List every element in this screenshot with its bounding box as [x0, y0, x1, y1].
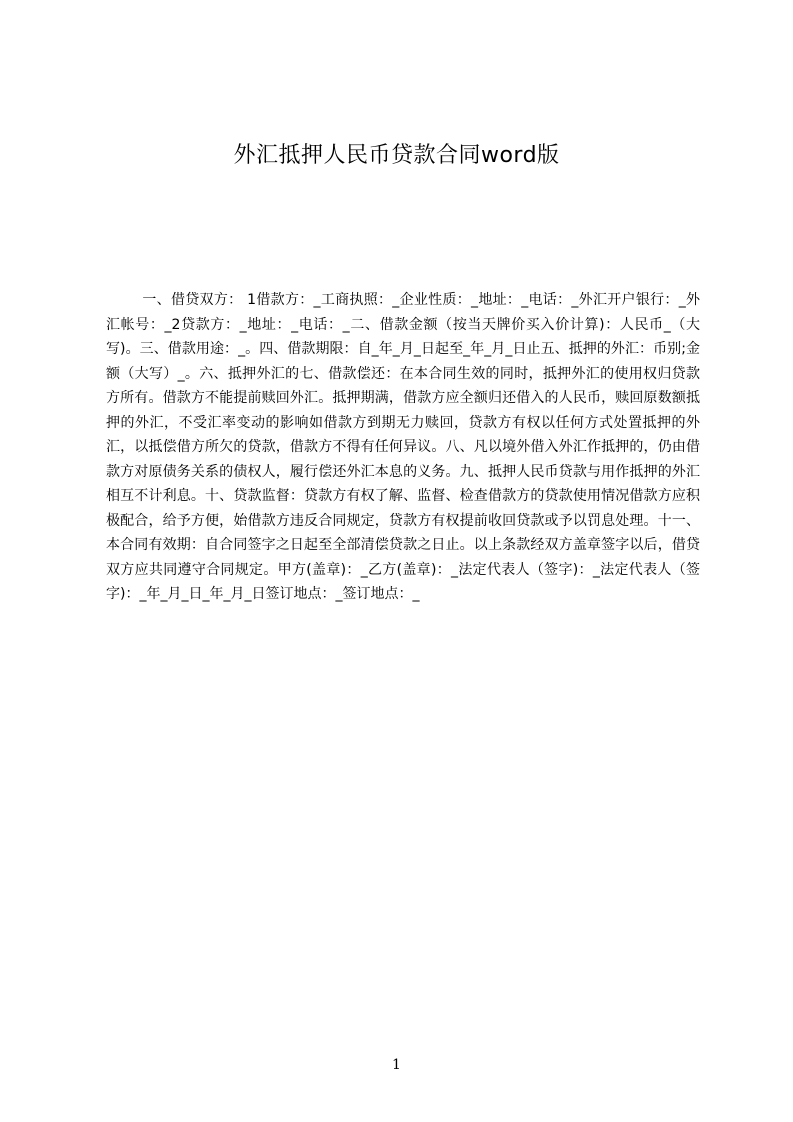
page-number: 1: [392, 1057, 401, 1073]
document-title: 外汇抵押人民币贷款合同word版: [233, 143, 560, 168]
contract-body-text: 一、借贷双方： 1借款方：_工商执照：_企业性质：_地址：_电话：_外汇开户银行：_外汇帐号：_2贷款方：_地址：_电话：_二、借款金额（按当天牌价买入价计算)：人民币_（大写)。三、借款用途：_。四、借款期限：自_年_月_日起至_年_月_日止五、抵押的外汇：币别;金额（大写）_。六、抵押外汇的七、借款偿还：在本合同生效的同时，抵押外汇的使用权归贷款方所有。借款方不能提前赎回外汇。抵押期满，借款方应全额归还借入的人民币，赎回原数额抵押的外汇，不受汇率变动的影响如借款方到期无力赎回，贷款方有权以任何方式处置抵押的外汇，以抵偿借方所欠的贷款，借款方不得有任何异议。八、凡以境外借入外汇作抵押的，仍由借款方对原债务关系的债权人，履行偿还外汇本息的义务。九、抵押人民币贷款与用作抵押的外汇相互不计利息。十、贷款监督：贷款方有权了解、监督、检查借款方的贷款使用情况借款方应积极配合，给予方便，始借款方违反合同规定，贷款方有权提前收回贷款或予以罚息处理。十一、本合同有效期：自合同签字之日起至全部清偿贷款之日止。以上条款经双方盖章签字以后，借贷双方应共同遵守合同规定。甲方(盖章)：_乙方(盖章)：_法定代表人（签字)：_法定代表人（签字)：_年_月_日_年_月_日签订地点：_签订地点：_: [106, 292, 700, 602]
